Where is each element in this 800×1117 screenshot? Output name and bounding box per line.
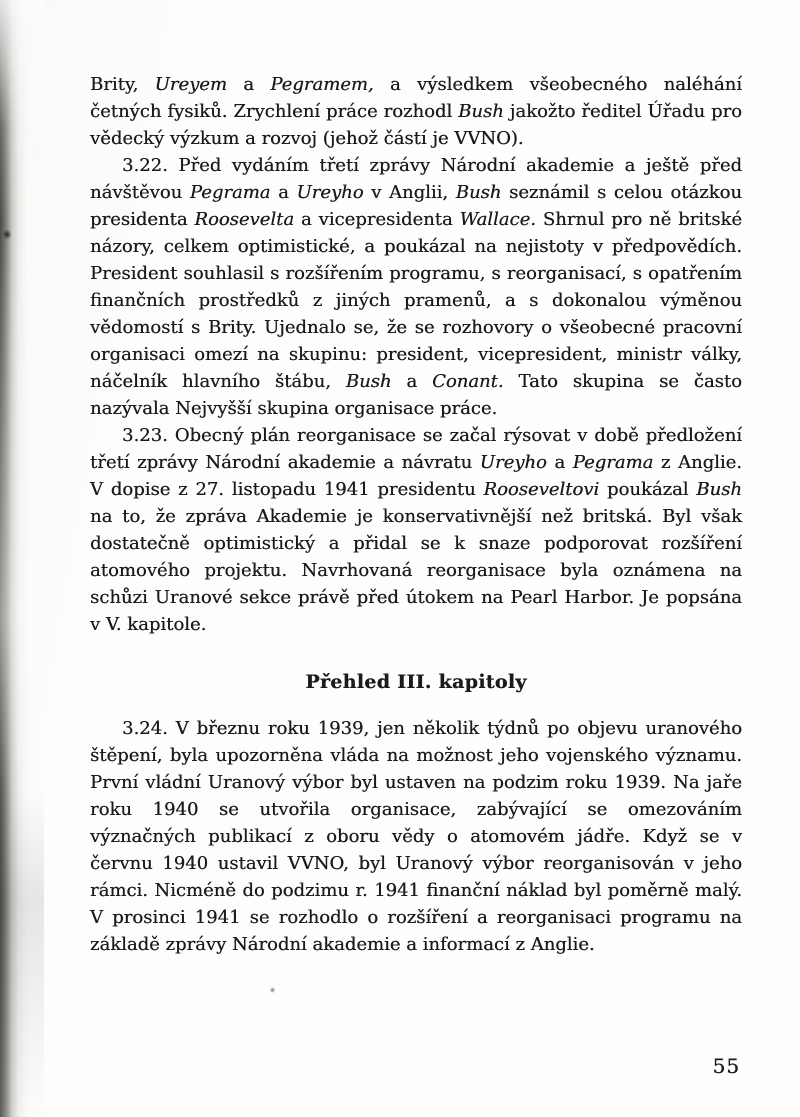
proper-name-italic: Roosevelta — [194, 209, 295, 230]
proper-name-italic: Bush — [455, 182, 502, 203]
proper-name-italic: Ureyho — [296, 182, 364, 203]
paragraph-3-22 — [90, 152, 742, 422]
text-run: a — [243, 74, 255, 95]
text-run: v Anglii, — [371, 182, 449, 203]
proper-name-italic: Ureyem — [154, 74, 227, 95]
proper-name-italic: Rooseveltovi — [483, 479, 600, 500]
text-run: jakožto ředitel Úřadu pro vědecký výzkum a rozvoj (jehož částí je VVNO). — [90, 101, 742, 149]
proper-name-italic: Bush — [458, 101, 504, 122]
paragraph-continuation — [90, 71, 742, 152]
proper-name-italic: Bush — [345, 371, 392, 392]
text-run: a výsledkem všeobecného naléhání četných fysiků. Zrychlení práce rozhodl — [90, 74, 742, 122]
scan-speck — [270, 987, 275, 993]
text-run: z Anglie. V dopise z 27. listopadu 1941 presidentu — [90, 452, 742, 500]
text-run: a — [278, 182, 289, 203]
text-run: seznámil s celou otázkou presidenta — [90, 182, 742, 230]
scan-speck — [3, 229, 11, 240]
paragraph-3-24 — [90, 715, 742, 958]
text-run: na to, že zpráva Akademie je konservativnější než britská. Byl však dostatečně optimistický a přidal se k snaze podporovat rozšíření atomového projektu. Navrhovaná reorganisace byla oznámena na schůzi Uranové sekce právě před útokem na Pearl Harbor. Je popsána v V. kapitole. — [90, 506, 742, 635]
text-run: Brity, — [90, 74, 139, 95]
page-number: 55 — [712, 1054, 740, 1078]
proper-name-italic: Pegrama — [189, 182, 271, 203]
text-run: 3.24. V březnu roku 1939, jen několik týdnů po objevu uranového štěpení, byla upozorněna vláda na možnost jeho vojenského významu. První vládní Uranový výbor byl ustaven na podzim roku 1939. Na jaře roku 1940 se utvořila organisace, zabývající se omezováním význačných publikací z oboru vědy o atomovém jádře. Když se v červnu 1940 ustavil VVNO, byl Uranový výbor reorganisován v jeho rámci. Nicméně do podzimu r. 1941 finanční náklad byl poměrně malý. V prosinci 1941 se rozhodlo o rozšíření a reorganisaci programu na základě zprávy Národní akademie a informací z Anglie. — [90, 718, 742, 955]
proper-name-italic: Ureyho — [479, 452, 547, 473]
text-run: 3.22. Před vydáním třetí zprávy Národní akademie a ještě před návštěvou — [90, 155, 742, 203]
text-run: a vicepresidenta — [300, 209, 453, 230]
scan-edge-shadow — [0, 0, 44, 1117]
text-run: a — [406, 371, 418, 392]
text-run: Tato skupina se často nazývala Nejvyšší skupina organisace práce. — [90, 371, 742, 419]
proper-name-italic: Pegramem, — [270, 74, 374, 95]
proper-name-italic: Pegrama — [572, 452, 654, 473]
proper-name-italic: Bush — [696, 479, 742, 500]
text-run: poukázal — [606, 479, 689, 500]
paragraph-3-23 — [90, 422, 742, 638]
text-run: Shrnul pro ně britské názory, celkem optimistické, a poukázal na nejistoty v předpovědích. President souhlasil s rozšířením programu, s reorganisací, s opatřením finančních prostředků z jiných pramenů, a s dokonalou výměnou vědomostí s Brity. Ujednalo se, že se rozhovory o všeobecné pracovní organisaci omezí na skupinu: president, vicepresident, ministr války, náčelník hlavního štábu, — [90, 209, 743, 392]
proper-name-italic: Wallace. — [459, 209, 536, 230]
text-run: a — [554, 452, 566, 473]
text-run: 3.23. Obecný plán reorganisace se začal rýsovat v době předložení třetí zprávy Národní akademie a návratu — [90, 425, 742, 473]
section-heading: Přehled III. kapitoly — [305, 671, 527, 693]
proper-name-italic: Conant. — [432, 371, 504, 392]
text-column — [90, 71, 742, 958]
